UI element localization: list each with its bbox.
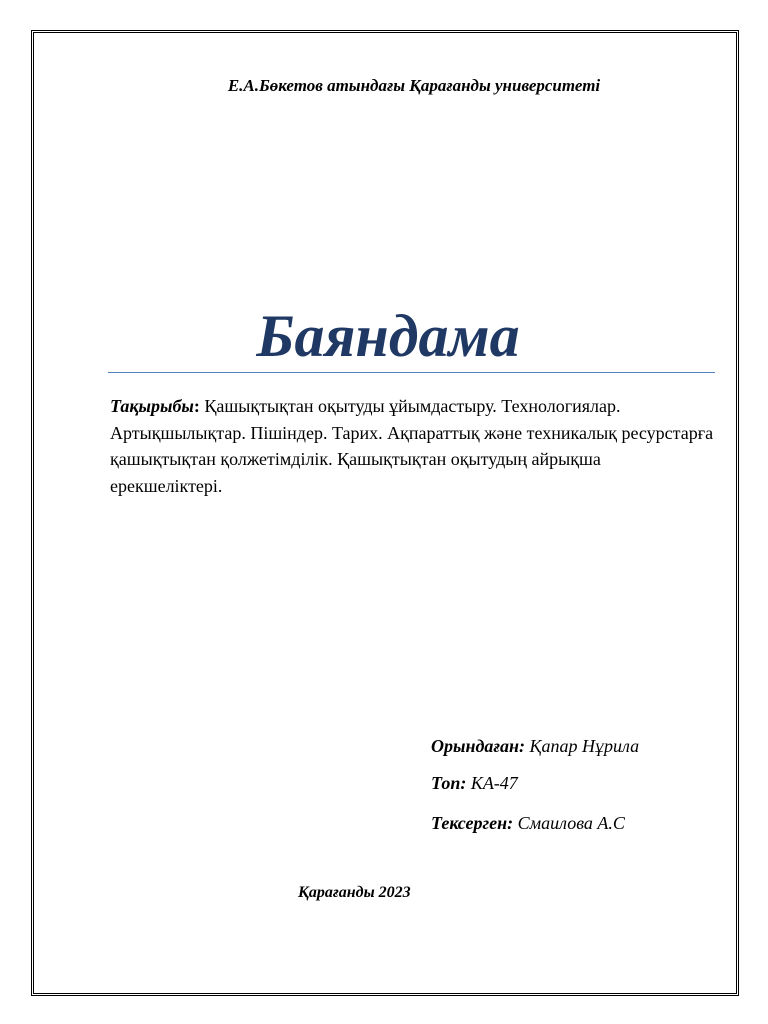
topic-colon: : [193, 396, 200, 416]
topic-text: Қашықтықтан оқытуды ұйымдастыру. Технологиялар. Артықшылықтар. Пішіндер. Тарих. Ақпараттық және техникалық ресурстарға қашықтықтан қолжетімділік. Қашықтықтан оқытудың айрықша ерекшеліктері. [110, 396, 714, 496]
topic-paragraph [110, 393, 715, 499]
group-value: КА-47 [466, 773, 518, 793]
group-label: Топ: [431, 773, 467, 793]
title-underline [108, 372, 715, 373]
city-year: Қарағанды 2023 [298, 884, 411, 901]
page-border [31, 30, 739, 996]
reviewer-value: Смаилова А.С [513, 813, 625, 833]
group-line [431, 773, 518, 794]
document-title: Баяндама [256, 303, 520, 369]
university-name: Е.А.Бөкетов атындағы Қарағанды университеті [227, 76, 601, 95]
performer-line [431, 736, 639, 757]
performer-label: Орындаған: [431, 736, 526, 756]
topic-label: Тақырыбы [110, 396, 194, 416]
reviewer-line [431, 813, 625, 834]
performer-value: Қапар Нұрила [525, 736, 640, 756]
reviewer-label: Тексерген: [431, 813, 514, 833]
